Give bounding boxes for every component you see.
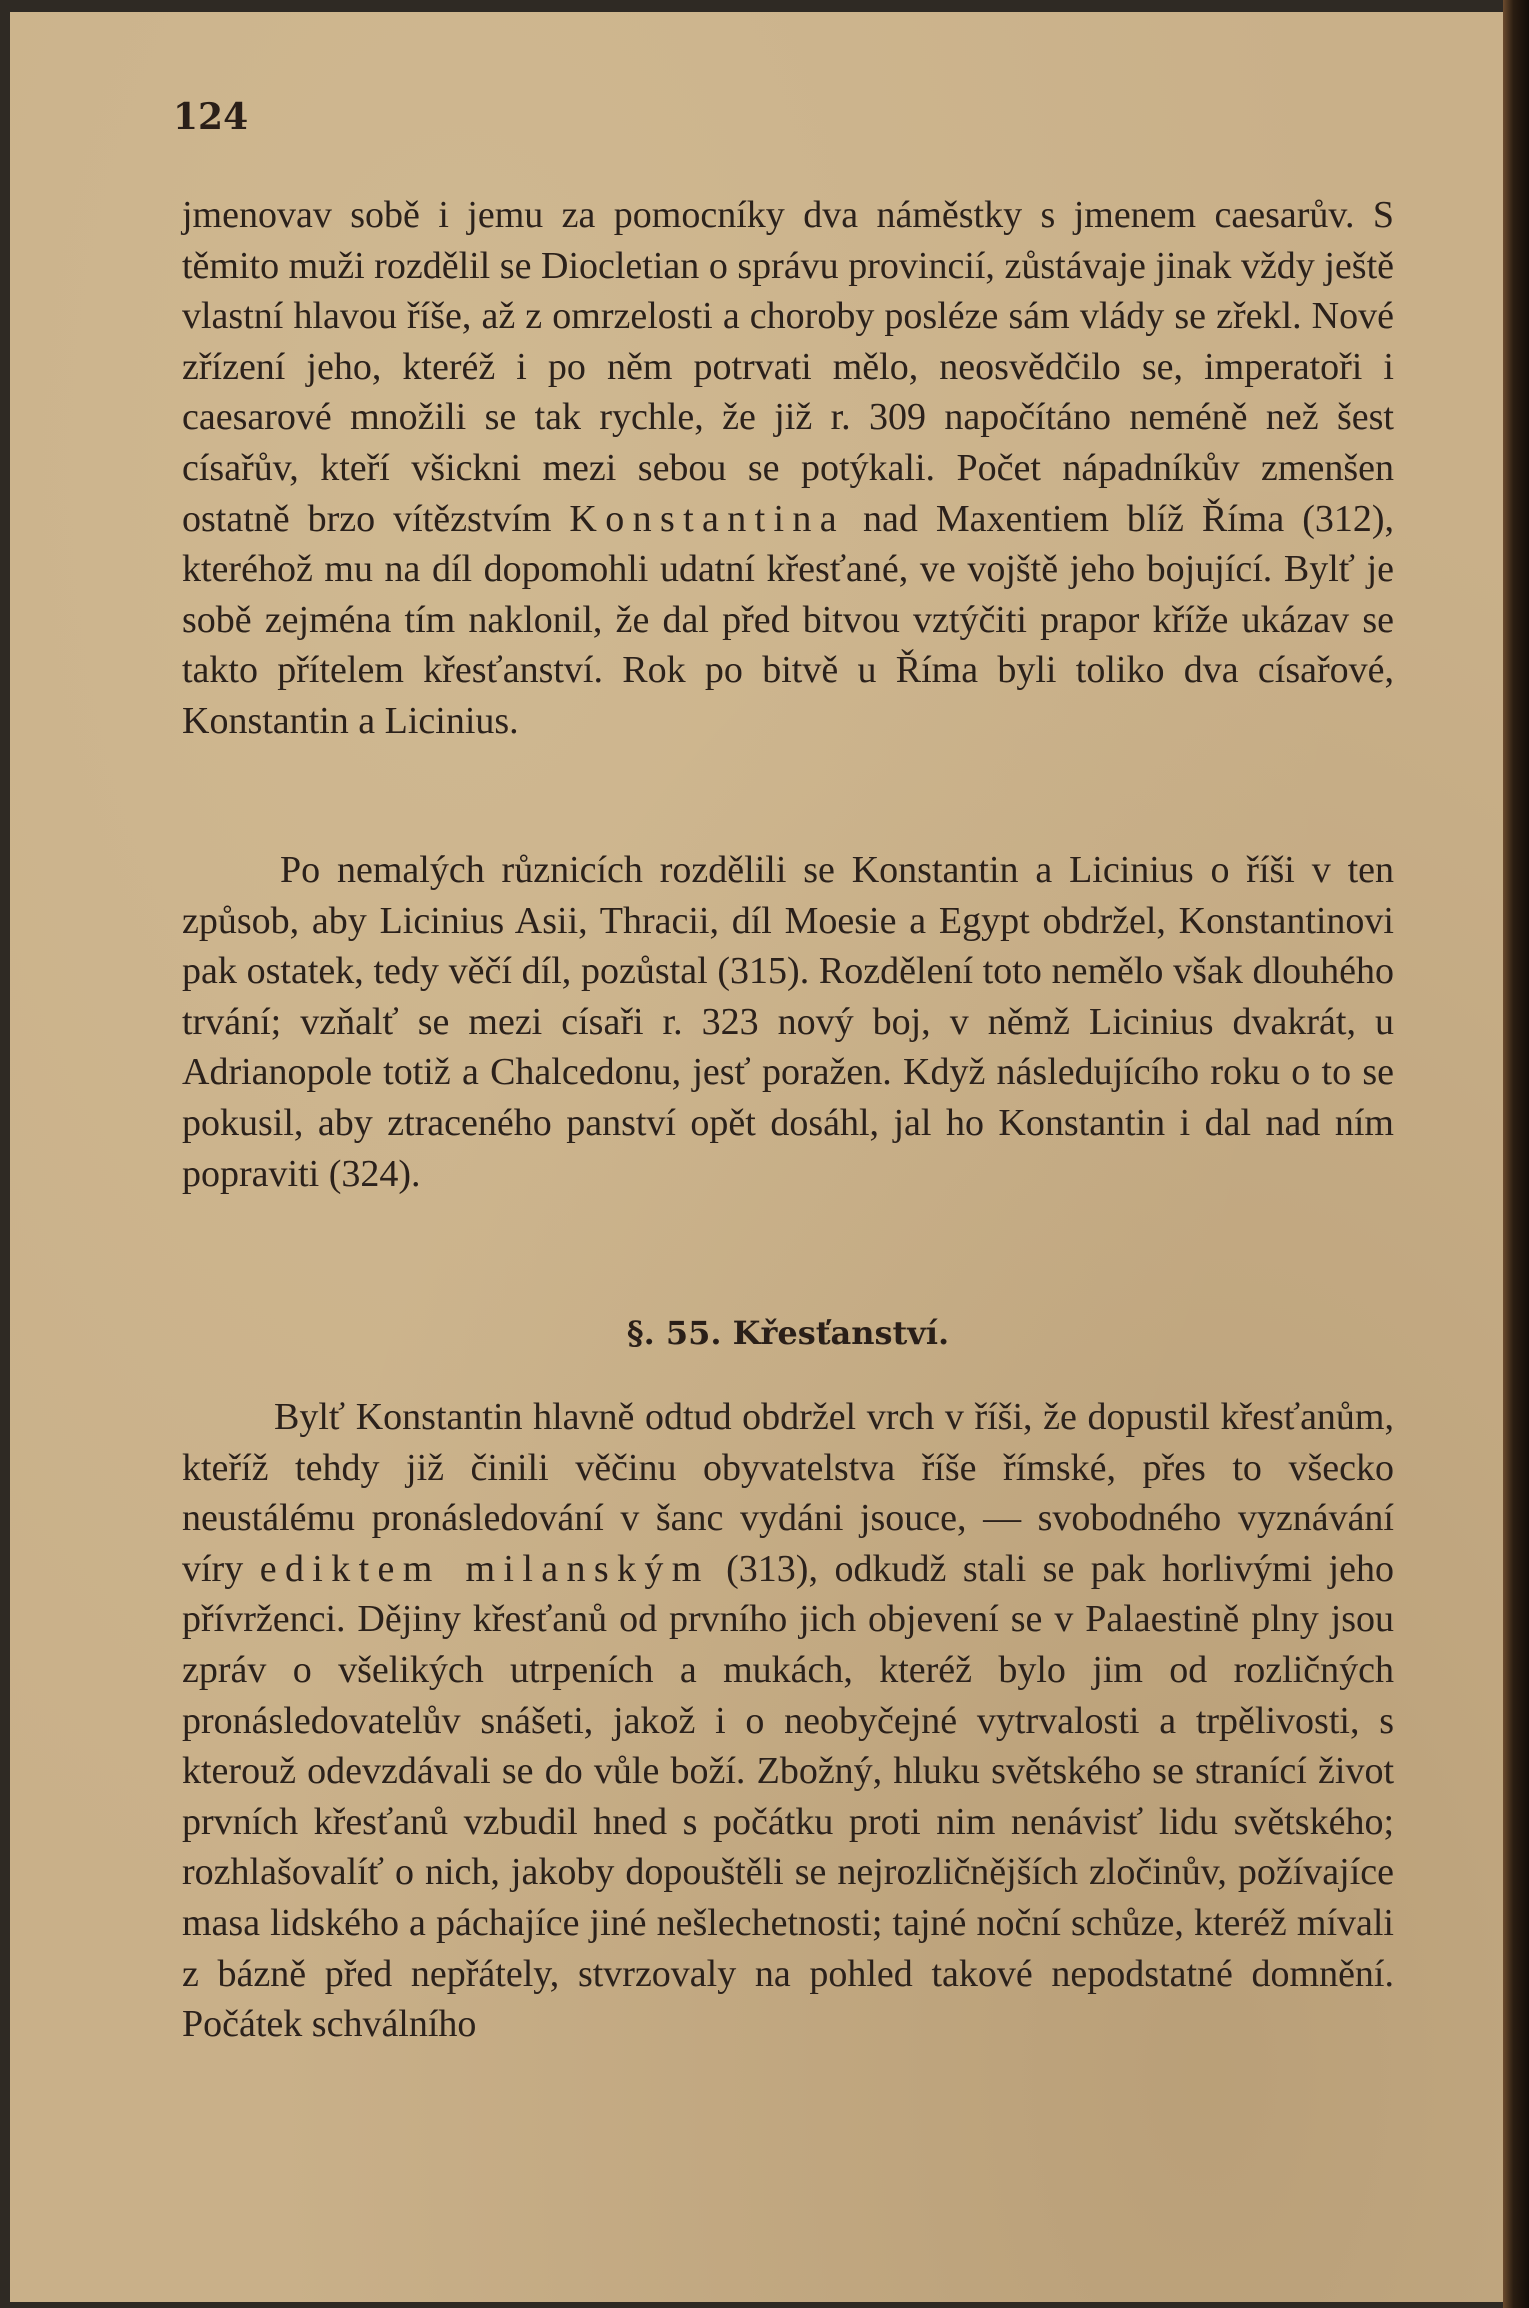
paragraph-3 xyxy=(182,1392,1394,2050)
page-number: 124 xyxy=(173,96,249,138)
paragraph-3-part-1: Bylť Konstantin hlavně odtud obdržel vrch v říši, že dopustil křesťanům, kteříž tehdy již činili věčinu obyvatelstva říše římské, přes to všecko neustálému pronásledování v šanc vydáni jsouce, — svobodného vyznávání víry xyxy=(182,1396,1394,1590)
paragraph-3-part-3: (313), odkudž stali se pak horlivými jeho přívrženci. Dějiny křesťanů od prvního jich objevení se v Palaestině plny jsou zpráv o všelikých utrpeních a mukách, kteréž bylo jim od rozličných pronásledovatelův snášeti, jakož i o neobyčejné vytrvalosti a trpělivosti, s kterouž odevzdávali se do vůle boží. Zbožný, hluku světského se stranící život prvních křesťanů vzbudil hned s počátku proti nim nenávisť lidu světského; rozhlašovalíť o nich, jakoby dopouštěli se nejrozličnějších zločinův, požívajíce masa lidského a páchajíce jiné nešlechetnosti; tajné noční schůze, kteréž mívali z bázně před nepřátely, stvrzovaly na pohled takové nepodstatné domnění. Počátek schválního xyxy=(182,1547,1394,2046)
paragraph-1-part-3: nad Maxentiem blíž Říma (312), kteréhož mu na díl dopomohli udatní křesťané, ve vojště jeho bojující. Bylť je sobě zejména tím naklonil, že dal před bitvou vztýčiti prapor kříže ukázav se takto přítelem křesťanství. Rok po bitvě u Říma byli toliko dva císařové, Konstantin a Licinius. xyxy=(182,497,1394,742)
emphasized-edikt-milansky: ediktem milanským xyxy=(259,1547,710,1590)
book-binding-edge xyxy=(1503,0,1529,2308)
section-heading: §. 55. Křesťanství. xyxy=(626,1314,950,1352)
paragraph-1-part-1: jmenovav sobě i jemu za pomocníky dva náměstky s jmenem caesarův. S těmito muži rozdělil se Diocletian o správu provincií, zůstávaje jinak vždy ještě vlastní hlavou říše, až z omrzelosti a choroby posléze sám vlády se zřekl. Nové zřízení jeho, kteréž i po něm potrvati mělo, neosvědčilo se, imperatoři i caesarové množili se tak rychle, že již r. 309 napočítáno neméně než šest císařův, kteří všickni mezi sebou se potýkali. Počet nápadníkův zmenšen ostatně brzo vítězstvím xyxy=(182,194,1394,540)
emphasized-name-konstantina: Konstantina xyxy=(569,497,846,540)
book-page xyxy=(10,12,1506,2302)
paragraph-2: Po nemalých různicích rozdělili se Konstantin a Licinius o říši v ten způsob, aby Licinius Asii, Thracii, díl Moesie a Egypt obdržel, Konstantinovi pak ostatek, tedy věčí díl, pozůstal (315). Rozdělení toto nemělo však dlouhého trvání; vzňalť se mezi císaři r. 323 nový boj, v němž Licinius dvakrát, u Adrianopole totiž a Chalcedonu, jesť poražen. Když následujícího roku o to se pokusil, aby ztraceného panství opět dosáhl, jal ho Konstantin i dal nad ním popraviti (324). xyxy=(182,849,1394,1195)
paragraph-1 xyxy=(182,190,1394,747)
